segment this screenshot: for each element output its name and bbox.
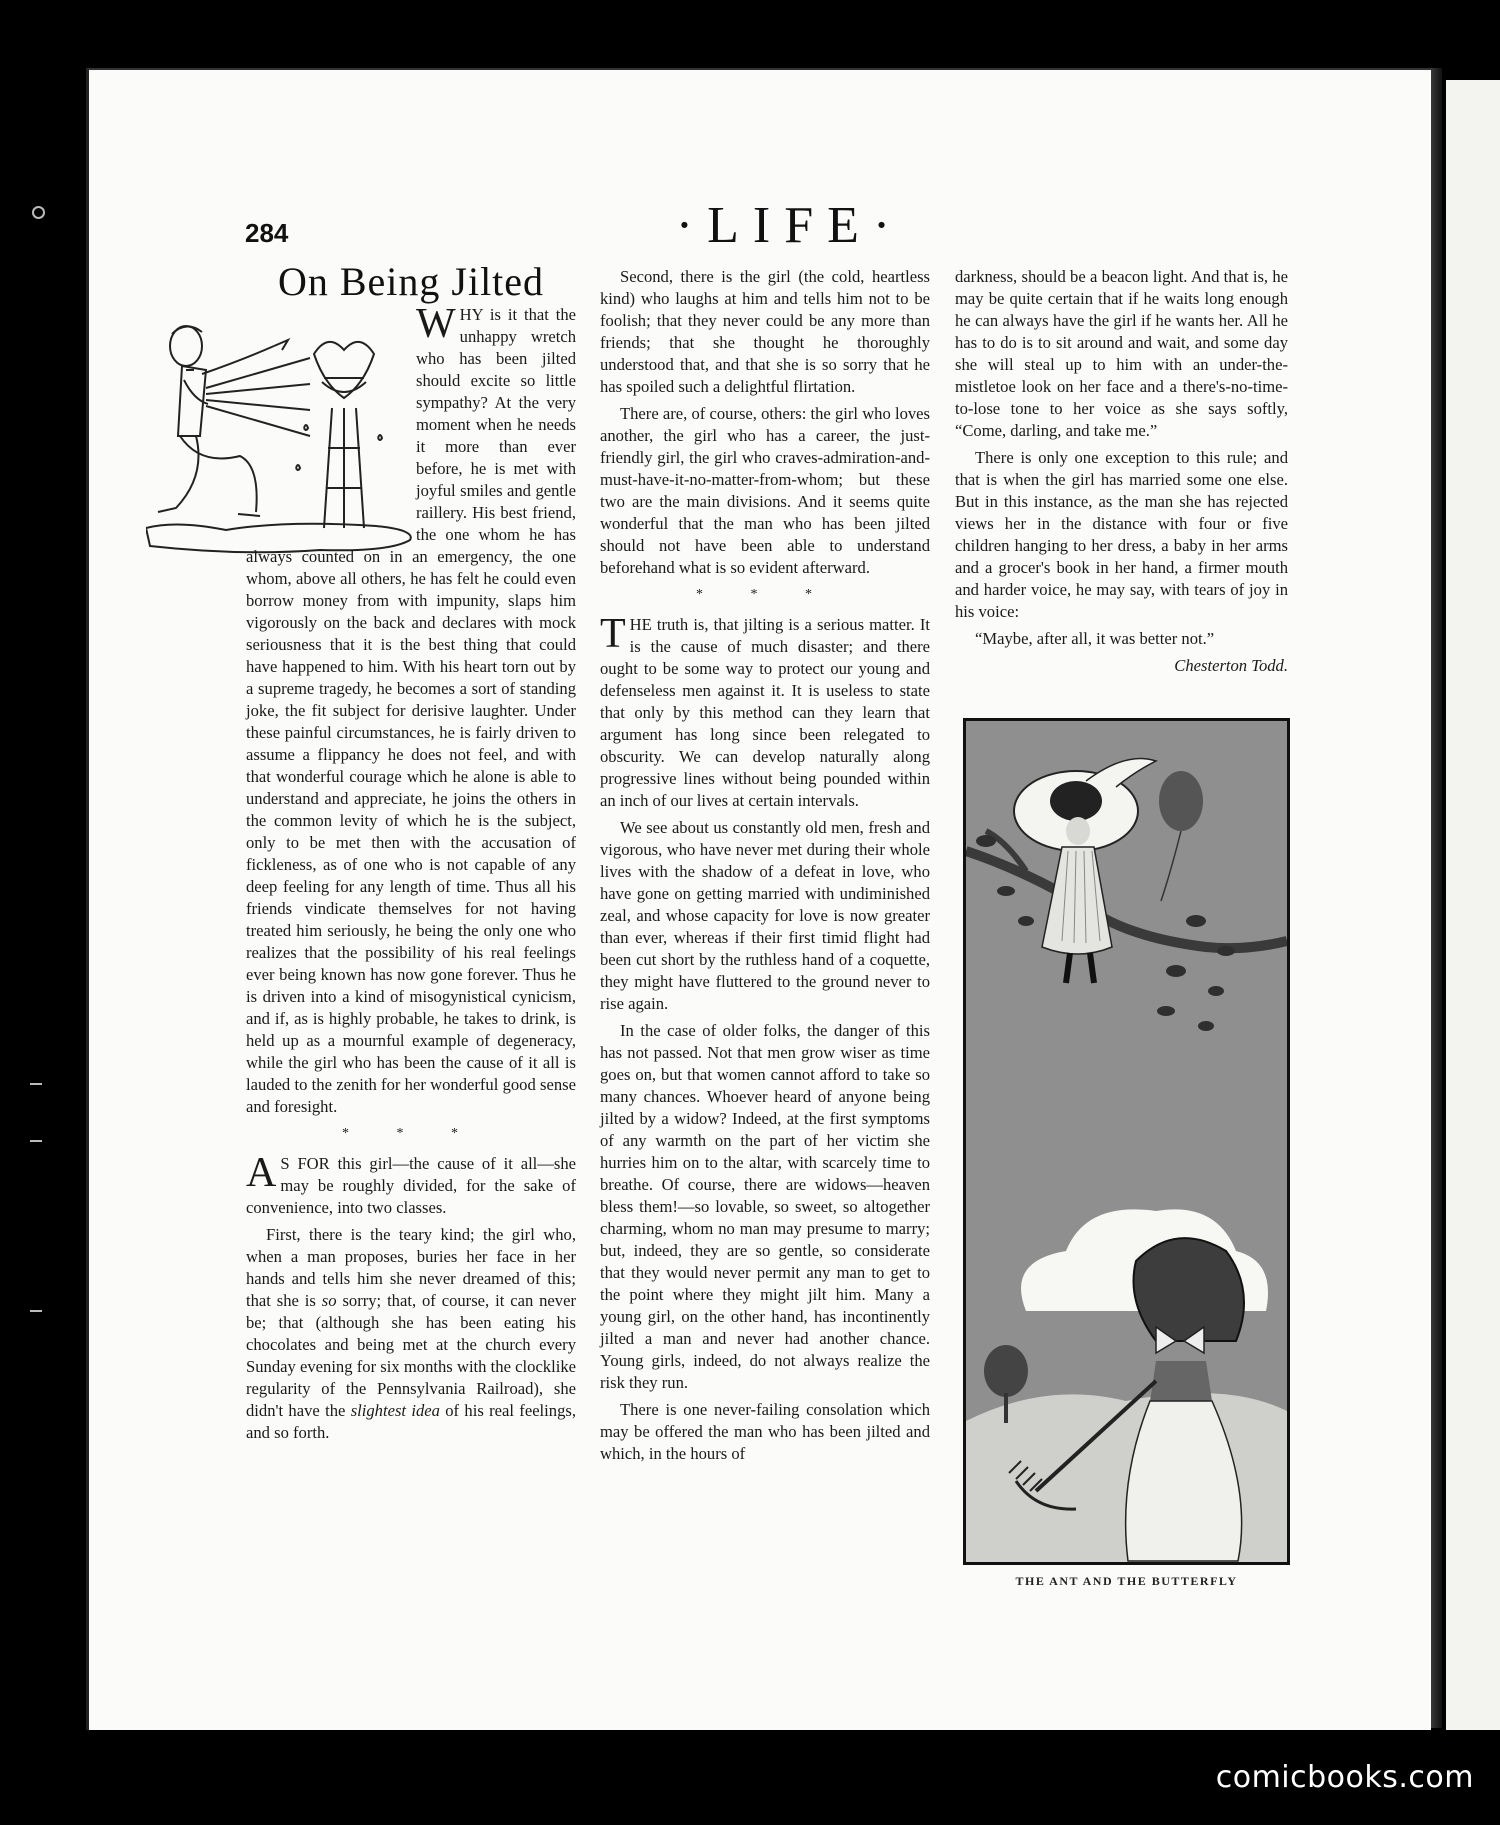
section-divider: * * * [342,1126,480,1141]
margin-circle-mark [32,206,45,219]
article-column-3 [955,266,1288,682]
paragraph-text: S FOR this girl—the cause of it all—she may be roughly divided, for the sake of convenience, into two classes. [246,1154,576,1217]
margin-tick [30,1310,42,1312]
illustration-art [966,721,1287,1562]
col2-paragraph-1: Second, there is the girl (the cold, heartless kind) who laughs at him and tells him not to be foolish; that they never could be any more than friends; that she thought he thoroughly understood that, and that she is so sorry that he has spoiled such a delightful flirtation. [600,267,930,396]
closing-quote: “Maybe, after all, it was better not.” [975,629,1215,648]
watermark-brand: comicbooks.com [1215,1760,1474,1795]
col2-paragraph-3 [600,611,930,812]
paragraph-text: HE truth is, that jilting is a serious matter. It is the cause of much disaster; and there ought to be some way to protect our young and defenseless men against it. It is useless to state that only by this method can they learn that argument has long since been relegated to obscurity. We can develop naturally along progressive lines without being pounded within an inch of our lives at certain intervals. [600,615,930,810]
margin-tick [30,1140,42,1142]
emphasis-text: so [321,1291,337,1310]
col1-paragraph-2 [246,1150,576,1219]
article-title: On Being Jilted [277,259,545,304]
adjacent-page-edge [1446,80,1500,1730]
col3-paragraph-2: There is only one exception to this rule; and that is when the girl has married some one else. But in this instance, as the man she has rejected views her in the distance with four or five children hanging to her dress, a baby in her arms and a grocer's book in her hand, a firmer mouth and harder voice, he may say, with tears of joy in his voice: [955,448,1288,621]
emphasis-text: slightest idea [350,1401,440,1420]
col3-paragraph-1: darkness, should be a beacon light. And that is, he may be quite certain that if he waits long enough he can always have the girl if he wants her. All he has to do is to sit around and wait, and some day she will steal up to him with an under-the-mistletoe look on her face and a there's-no-time-to-lose tone to her voice as she says softly, “Come, darling, and take me.” [955,267,1288,440]
col2-paragraph-4: We see about us constantly old men, fresh and vigorous, who have never met during their whole lives with the shadow of a defeat in love, who have gone on getting married with undiminished zeal, and whose capacity for love is now greater than ever, whereas if their first timid flight had been cut short by the ruthless hand of a coquette, they might have fluttered to the ground never to rise again. [600,818,930,1013]
illustration-caption: THE ANT AND THE BUTTERFLY [1015,1574,1238,1588]
margin-tick [30,1083,42,1085]
col1-paragraph-1 [246,301,576,1118]
paragraph-text: First, there is the teary kind; the girl who, when a man proposes, buries her face in her hands and tells him she never dreamed of this; that she is [246,1225,576,1310]
paragraph-text: sorry; that, of course, it can never be; that (although she has been eating his chocolates and being met at the church every Sunday evening for six months with the clocklike regularity of the Pennsylvania Railroad), she didn't have the [246,1291,576,1420]
col2-paragraph-2: There are, of course, others: the girl who loves another, the girl who has a career, the just-friendly girl, the girl who craves-admiration-and-must-have-it-no-matter-from-whom; but these two are the main divisions. And it seems quite wonderful that the man who has been jilted should not have been able to understand beforehand what is so evident afterward. [600,404,930,577]
col2-paragraph-5: In the case of older folks, the danger of this has not passed. Not that men grow wiser as time goes on, but that women cannot afford to take so many chances. Whoever heard of anyone being jilted by a widow? Indeed, at the first symptoms of any warmth on the part of her victim she hurries him on to the altar, with scarcely time to breathe. Of course, there are widows—heaven bless them!—so lovable, so sweet, so altogether charming, whom no man may presume to marry; but, indeed, they are so gentle, so considerate that they would never permit any man to get to the point where they might jilt him. Many a young girl, on the other hand, has incontinently jilted a man and never had another chance. Young girls, indeed, do not always realize the risk they run. [600,1021,930,1392]
ant-butterfly-illustration [963,718,1290,1565]
paragraph-text: of his real feelings, and so forth. [246,1401,576,1442]
dropcap: A [246,1150,277,1196]
col2-paragraph-6: There is one never-failing consolation which may be offered the man who has been jilted and which, in the hours of [600,1400,930,1463]
dropcap: W [416,301,456,347]
article-column-1 [246,301,576,1449]
col1-paragraph-3 [246,1224,576,1444]
section-divider: * * * [696,587,834,602]
article-column-2 [600,266,930,1470]
author-signature: Chesterton Todd. [1174,656,1288,675]
dropcap: T [600,611,626,657]
sketch-space [246,304,416,544]
paragraph-text: HY is it that the unhappy wretch who has been jilted should excite so little sympathy? At the very moment when he needs it more than ever before, he is met with joyful smiles and gentle raillery. His best friend, the one whom he has always counted on in an emergency, the one whom, above all others, he has felt he could even borrow money from with impunity, slaps him vigorously on the back and declares with mock seriousness that it is the best thing that could have happened to him. With his heart torn out by a supreme tragedy, he becomes a sort of standing joke, the fit subject for derisive laughter. Under these painful circumstances, he is fairly driven to assume a flippancy he does not feel, and with that wonderful courage which he alone is able to understand and appreciate, he joins the others in the common levity of which he is the subject, only to be met then with the accusation of fickleness, as of one who is not capable of any deep feeling for any length of time. Thus all his friends vindicate themselves for not having treated him seriously, he being the only one who realizes that the possibility of his real feelings ever being known has now gone forever. Thus he is driven into a kind of misogynistical cynicism, and if, as is highly probable, he takes to drink, is held up as a mournful example of degeneracy, while the girl who has been the cause of it all is lauded to the zenith for her wonderful good sense and foresight. [246,305,576,1116]
masthead-title: ·LIFE· [675,197,905,254]
page-number: 284 [245,218,289,248]
